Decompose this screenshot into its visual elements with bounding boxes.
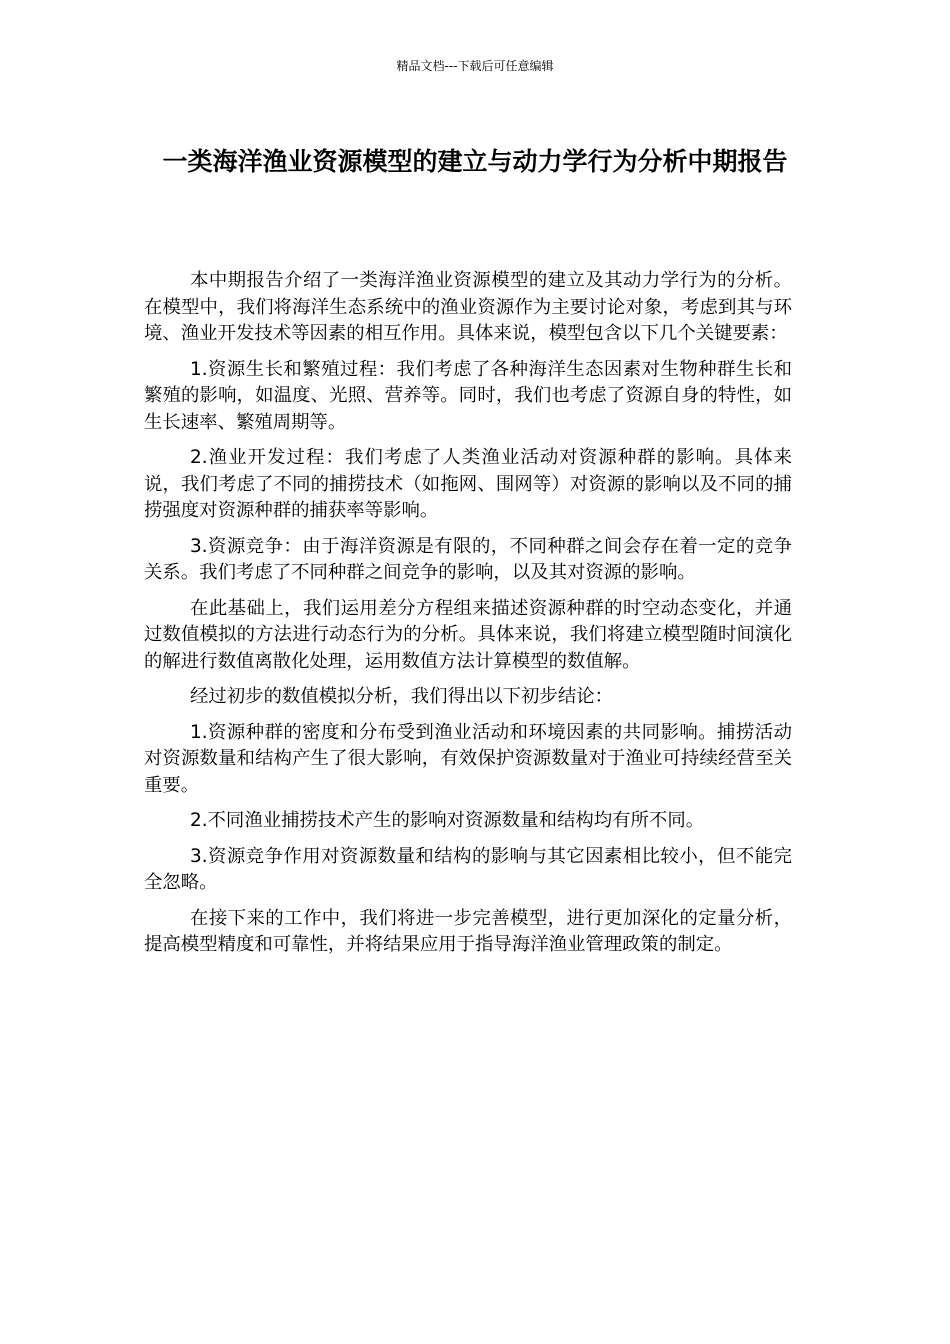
document-body	[144, 268, 792, 968]
paragraph-conclusion-2: 2.不同渔业捕捞技术产生的影响对资源数量和结构均有所不同。	[190, 810, 705, 831]
paragraph-item-competition: 3.资源竞争：由于海洋资源是有限的，不同种群之间会存在着一定的竞争关系。我们考虑了不同种群之间竞争的影响，以及其对资源的影响。	[144, 535, 792, 583]
paragraph-method: 在此基础上，我们运用差分方程组来描述资源种群的时空动态变化，并通过数值模拟的方法进行动态行为的分析。具体来说，我们将建立模型随时间演化的解进行数值离散化处理，运用数值方法计算模型的数值解。	[144, 597, 792, 672]
paragraph-conclusion-3: 3.资源竞争作用对资源数量和结构的影响与其它因素相比较小，但不能完全忽略。	[144, 845, 792, 893]
paragraph-future-work: 在接下来的工作中，我们将进一步完善模型，进行更加深化的定量分析，提高模型精度和可靠性，并将结果应用于指导海洋渔业管理政策的制定。	[144, 907, 792, 955]
paragraph-conclusion-1: 1.资源种群的密度和分布受到渔业活动和环境因素的共同影响。捕捞活动对资源数量和结构产生了很大影响，有效保护资源数量对于渔业可持续经营至关重要。	[144, 721, 792, 796]
paragraph-conclusion-lead: 经过初步的数值模拟分析，我们得出以下初步结论：	[190, 686, 613, 707]
header-note: 精品文档---下载后可任意编辑	[396, 59, 554, 73]
paragraph-intro: 本中期报告介绍了一类海洋渔业资源模型的建立及其动力学行为的分析。在模型中，我们将海洋生态系统中的渔业资源作为主要讨论对象，考虑到其与环境、渔业开发技术等因素的相互作用。具体来说，模型包含以下几个关键要素：	[144, 270, 792, 344]
paragraph-item-fishery: 2.渔业开发过程：我们考虑了人类渔业活动对资源种群的影响。具体来说，我们考虑了不同的捕捞技术（如拖网、围网等）对资源的影响以及不同的捕捞强度对资源种群的捕获率等影响。	[144, 447, 792, 521]
paragraph-item-growth: 1.资源生长和繁殖过程：我们考虑了各种海洋生态因素对生物种群生长和繁殖的影响，如温度、光照、营养等。同时，我们也考虑了资源自身的特性，如生长速率、繁殖周期等。	[144, 358, 792, 433]
document-title: 一类海洋渔业资源模型的建立与动力学行为分析中期报告	[162, 147, 788, 176]
